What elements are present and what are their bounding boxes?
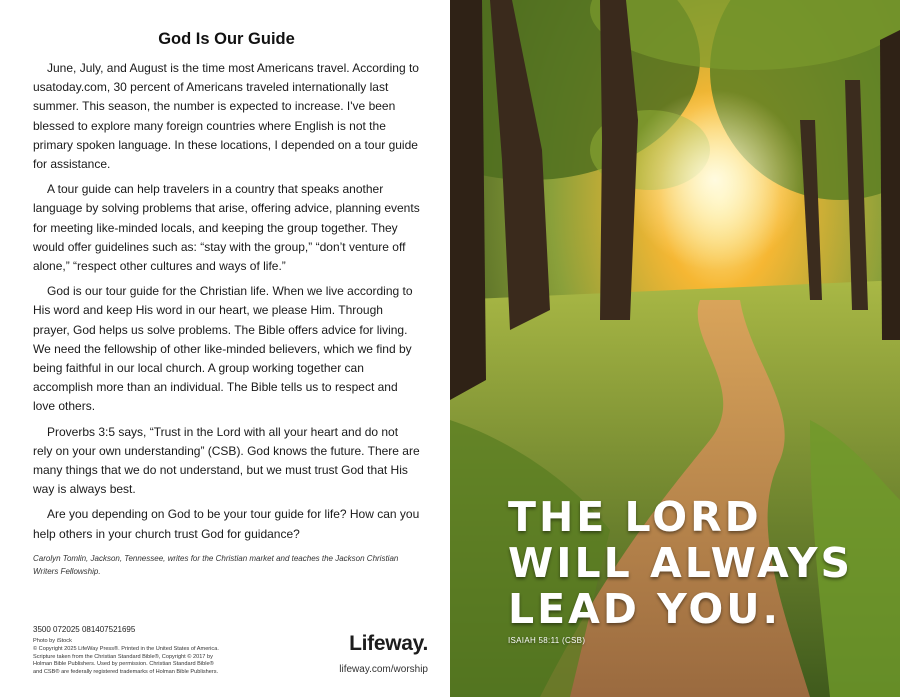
cover-verse (508, 494, 878, 632)
article-paragraph: God is our tour guide for the Christian life. When we live according to His word and keep His word in our heart, we please Him. Through prayer, God helps us solve problems. The Bible offers advice for living. We need the fellowship of other like-minded believers, which we find by being faithful in our local church. A group working together can accomplish more than an individual. The Bible tells us to respect and love others. (33, 284, 413, 414)
copyright-line: Scripture taken from the Christian Standard Bible®, Copyright © 2017 by (33, 653, 213, 660)
verse-line: THE LORD (508, 493, 762, 541)
tree-trunk (880, 30, 900, 340)
verse-line: LEAD YOU. (508, 585, 782, 633)
article-title: God Is Our Guide (158, 30, 295, 48)
copyright-line: © Copyright 2025 LifeWay Press®. Printed in the United States of America. (33, 645, 219, 652)
lifeway-logo: Lifeway. (349, 632, 428, 655)
author-byline: Carolyn Tomlin, Jackson, Tennessee, writes for the Christian market and teaches the Jackson Christian Writers Fellowship. (33, 553, 399, 576)
copyright-line: Holman Bible Publishers. Used by permission. Christian Standard Bible® (33, 661, 214, 668)
verse-line: WILL ALWAYS (508, 539, 854, 587)
sun-glow (625, 90, 805, 270)
article-paragraph: June, July, and August is the time most Americans travel. According to usatoday.com, 30 percent of Americans traveled internationally last summer. This season, the number is expected to increase. I've been blessed to explore many foreign countries where English is not the primary spoken language. In these locations, I depended on a tour guide for assistance. (33, 61, 419, 172)
website-url: lifeway.com/worship (339, 664, 428, 675)
publisher-brand (339, 632, 428, 675)
article-paragraph: A tour guide can help travelers in a country that speaks another language by solving problems that arise, offering advice, planning events for meeting like-minded locals, and keeping the group together. They would offer guidelines such as: “stay with the group,” “don’t venture off alone,” “respect other cultures and ways of life.” (33, 182, 420, 274)
copyright-line: and CSB® are federally registered trademarks of Holman Bible Publishers. (33, 669, 219, 676)
cover-panel (450, 0, 900, 697)
article-paragraph: Are you depending on God to be your tour guide for life? How can you help others in your church trust God for guidance? (33, 507, 420, 541)
photo-credit: Photo by iStock (33, 638, 72, 645)
tree-trunk (450, 0, 486, 400)
article-paragraph: Proverbs 3:5 says, “Trust in the Lord with all your heart and do not rely on your own understanding” (CSB). God knows the future. There are many things that we do not understand, but we must trust God that His way is always best. (33, 424, 420, 497)
product-code: 3500 072025 081407521695 (33, 625, 136, 635)
publication-info (33, 625, 248, 677)
verse-reference: ISAIAH 58:11 (CSB) (508, 636, 586, 645)
